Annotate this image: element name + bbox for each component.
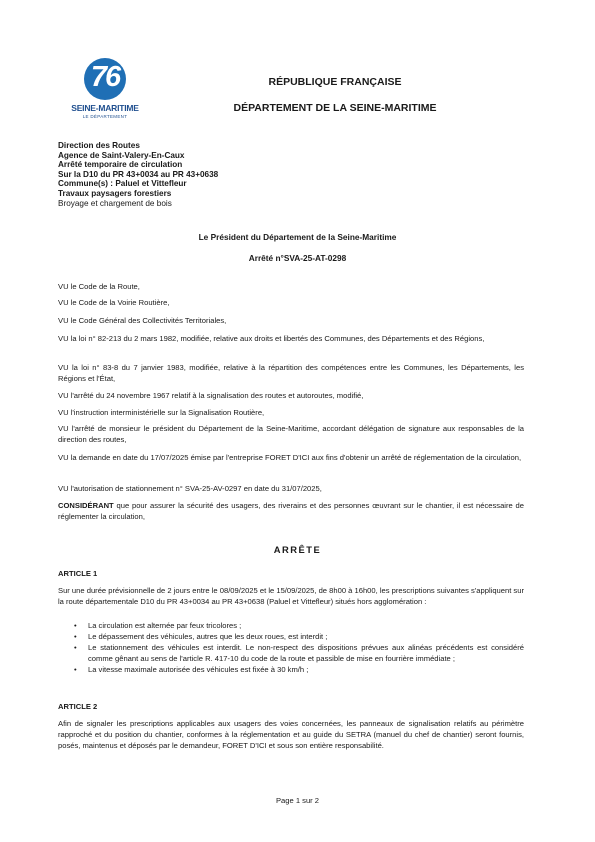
header-republic: RÉPUBLIQUE FRANÇAISE: [268, 76, 402, 88]
list-item: • La vitesse maximale autorisée des véhicules est fixée à 30 km/h ;: [74, 664, 524, 675]
service-block: [58, 141, 218, 208]
vu-paragraph: VU l'autorisation de stationnement n° SVA-25-AV-0297 en date du 31/07/2025,: [58, 484, 322, 493]
considerant-text: que pour assurer la sécurité des usagers, des riverains et des personnes œuvrant sur le chantier, il est nécessaire de réglementer la circulation,: [58, 501, 524, 521]
president-title: Le Président du Département de la Seine-Maritime: [198, 232, 397, 242]
vu-paragraph: VU le Code de la Route,: [58, 282, 140, 291]
page-number: Page 1 sur 2: [275, 796, 320, 805]
vu-paragraph: VU la loi n° 82-213 du 2 mars 1982, modifiée, relative aux droits et libertés des Communes, des Départements et des Régions,: [58, 334, 485, 343]
list-item: • Le stationnement des véhicules est interdit. Le non-respect des dispositions prévues aux alinéas précédents est considéré comme gênant au sens de l'article R. 417-10 du code de la route et passible de mise en fourrière immédiate ;: [74, 642, 524, 664]
article-1-text: Sur une durée prévisionnelle de 2 jours entre le 08/09/2025 et le 15/09/2025, de 8h00 à 16h00, les prescriptions suivantes s'appliquent sur la route départementale D10 du PR 43+0034 au PR 43+0638 (Paluel et Vittefleur) situés hors agglomération :: [58, 586, 524, 606]
arrete-heading: ARRÊTE: [273, 544, 322, 555]
considerant-label: CONSIDÉRANT: [58, 501, 114, 510]
logo-emblem: [84, 58, 126, 100]
service-line: Commune(s) : Paluel et Vittefleur: [58, 179, 187, 189]
vu-paragraph: VU la demande en date du 17/07/2025 émise par l'entreprise FORET D'ICI aux fins d'obtenir un arrêté de réglementation de la circulation,: [58, 453, 522, 462]
vu-paragraph: VU l'arrêté du 24 novembre 1967 relatif à la signalisation des routes et autoroutes, modifié,: [58, 391, 364, 400]
logo-number: 76: [90, 61, 120, 93]
logo-name: SEINE-MARITIME: [71, 103, 139, 113]
arrete-reference: Arrêté n°SVA-25-AT-0298: [248, 253, 347, 263]
service-line: Sur la D10 du PR 43+0034 au PR 43+0638: [58, 169, 219, 179]
service-line: Direction des Routes: [58, 141, 140, 150]
article-2-text: Afin de signaler les prescriptions applicables aux usagers des voies concernées, les panneaux de signalisation relatifs au périmètre rapproché et du position du chantier, conformes à la réglementation et au guide du SETRA (manuel du chef de chantier) seront fournis, posés, maintenus et déposés par le demandeur, FORET D'ICI et sous son entière responsabilité.: [58, 719, 524, 750]
vu-paragraph: VU la loi n° 83-8 du 7 janvier 1983, modifiée, relative à la répartition des compétences entre les Communes, les Départements, les Régions et l'État,: [58, 363, 524, 383]
article-1-title: ARTICLE 1: [58, 569, 98, 578]
list-item: • La circulation est alternée par feux tricolores ;: [74, 620, 524, 631]
article-2-title: ARTICLE 2: [58, 702, 98, 711]
considerant-paragraph: [58, 500, 524, 522]
vu-paragraph: VU l'arrêté de monsieur le président du Département de la Seine-Maritime, accordant délégation de signature aux responsables de la direction des routes,: [58, 424, 524, 444]
vu-paragraph: VU l'instruction interministérielle sur la Signalisation Routière,: [58, 408, 265, 417]
department-logo: [70, 58, 140, 119]
vu-paragraph: VU le Code de la Voirie Routière,: [58, 298, 170, 307]
service-line: Broyage et chargement de bois: [58, 198, 172, 208]
header-department: DÉPARTEMENT DE LA SEINE-MARITIME: [233, 102, 437, 114]
logo-subtitle: LE DÉPARTEMENT: [82, 114, 128, 119]
list-item: • Le dépassement des véhicules, autres que les deux roues, est interdit ;: [74, 631, 524, 642]
service-line: Travaux paysagers forestiers: [58, 188, 172, 198]
service-line: Agence de Saint-Valery-En-Caux: [58, 150, 185, 160]
vu-paragraph: VU le Code Général des Collectivités Territoriales,: [58, 316, 227, 325]
article-1-list: [74, 620, 524, 675]
service-line: Arrêté temporaire de circulation: [58, 160, 183, 170]
